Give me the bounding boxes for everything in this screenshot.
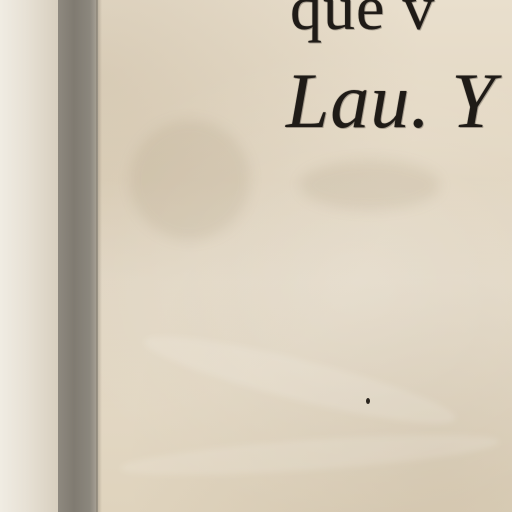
binding-edge [96, 0, 102, 512]
ink-smudge [300, 160, 440, 210]
paper-crease [140, 322, 460, 438]
ink-speck [366, 398, 370, 404]
text-line-1: que v [290, 0, 436, 43]
text-line-2: Lau. Y [286, 57, 496, 144]
paper-stain [130, 120, 250, 240]
binding-shadow-strip [58, 0, 98, 512]
paper-crease [119, 427, 500, 483]
binding-margin [0, 0, 58, 512]
